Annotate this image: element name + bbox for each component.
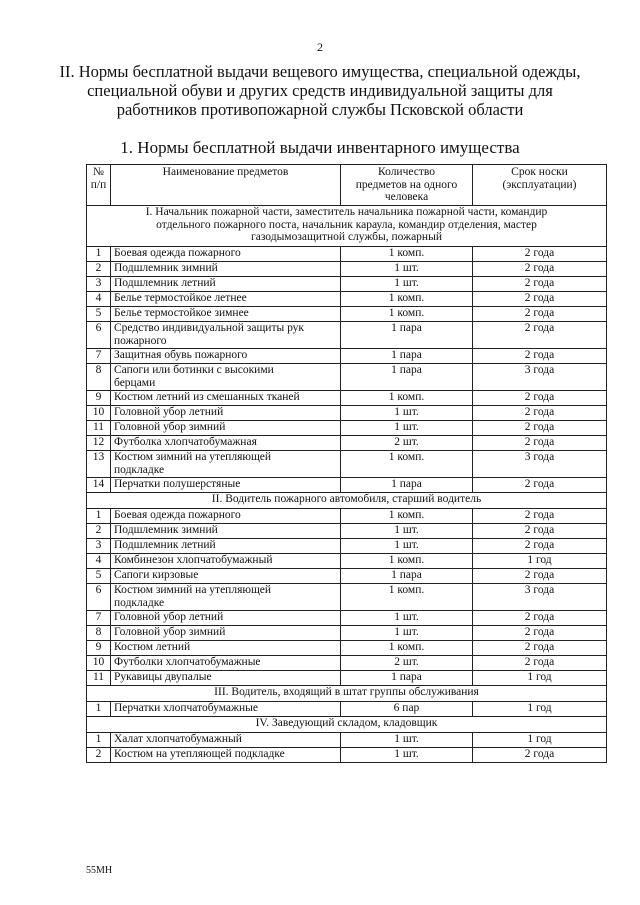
table-row — [87, 436, 607, 451]
table-row — [87, 584, 607, 611]
item-name: Костюм зимний на утепляющей подкладке — [111, 584, 341, 611]
item-name: Подшлемник зимний — [111, 262, 341, 277]
item-term: 2 года — [473, 478, 607, 493]
item-term: 2 года — [473, 748, 607, 763]
table-row — [87, 524, 607, 539]
item-name: Подшлемник зимний — [111, 524, 341, 539]
item-quantity: 1 шт. — [341, 421, 473, 436]
item-name: Подшлемник летний — [111, 539, 341, 554]
row-number: 3 — [87, 539, 111, 554]
item-quantity: 1 комп. — [341, 307, 473, 322]
row-number: 4 — [87, 292, 111, 307]
item-quantity: 1 пара — [341, 478, 473, 493]
item-quantity: 1 шт. — [341, 406, 473, 421]
item-quantity: 1 комп. — [341, 451, 473, 478]
item-term: 2 года — [473, 322, 607, 349]
table-row — [87, 509, 607, 524]
table-row — [87, 391, 607, 406]
row-number: 6 — [87, 584, 111, 611]
item-name: Костюм летний из смешанных тканей — [111, 391, 341, 406]
row-number: 13 — [87, 451, 111, 478]
item-term: 2 года — [473, 292, 607, 307]
item-term: 3 года — [473, 584, 607, 611]
table-row — [87, 262, 607, 277]
item-term: 3 года — [473, 451, 607, 478]
table-row — [87, 478, 607, 493]
row-number: 14 — [87, 478, 111, 493]
item-name: Головной убор зимний — [111, 626, 341, 641]
table-row — [87, 569, 607, 584]
header-term: Срок носки (эксплуатации) — [473, 165, 607, 206]
table-row — [87, 641, 607, 656]
row-number: 6 — [87, 322, 111, 349]
header-num: № п/п — [87, 165, 111, 206]
item-name: Комбинезон хлопчатобумажный — [111, 554, 341, 569]
section-title: I. Начальник пожарной части, заместитель начальника пожарной части, командир отдельного пожарного поста, начальник караула, командир отделения, мастер газодымозащитной службы, пожарный — [87, 206, 607, 247]
item-name: Халат хлопчатобумажный — [111, 733, 341, 748]
row-number: 2 — [87, 748, 111, 763]
table-row — [87, 733, 607, 748]
item-quantity: 6 пар — [341, 702, 473, 717]
item-name: Головной убор зимний — [111, 421, 341, 436]
item-quantity: 2 шт. — [341, 656, 473, 671]
row-number: 10 — [87, 656, 111, 671]
item-quantity: 1 шт. — [341, 748, 473, 763]
item-term: 2 года — [473, 247, 607, 262]
row-number: 4 — [87, 554, 111, 569]
table-row — [87, 554, 607, 569]
table-header-row — [87, 165, 607, 206]
item-term: 2 года — [473, 656, 607, 671]
table-row — [87, 349, 607, 364]
item-term: 2 года — [473, 406, 607, 421]
document-heading — [20, 62, 620, 119]
item-term: 2 года — [473, 421, 607, 436]
row-number: 11 — [87, 671, 111, 686]
item-term: 2 года — [473, 262, 607, 277]
header-qty: Количество предметов на одного человека — [341, 165, 473, 206]
item-quantity: 1 пара — [341, 322, 473, 349]
section-row — [87, 717, 607, 733]
table-row — [87, 421, 607, 436]
item-term: 2 года — [473, 349, 607, 364]
page-number: 2 — [317, 40, 323, 54]
item-quantity: 1 шт. — [341, 626, 473, 641]
section-title: III. Водитель, входящий в штат группы обслуживания — [87, 686, 607, 702]
table-row — [87, 292, 607, 307]
row-number: 3 — [87, 277, 111, 292]
item-name: Подшлемник летний — [111, 277, 341, 292]
section-row — [87, 206, 607, 247]
row-number: 5 — [87, 569, 111, 584]
item-name: Головной убор летний — [111, 611, 341, 626]
section-row — [87, 686, 607, 702]
item-name: Боевая одежда пожарного — [111, 509, 341, 524]
table-row — [87, 671, 607, 686]
item-term: 2 года — [473, 524, 607, 539]
item-term: 1 год — [473, 702, 607, 717]
item-term: 1 год — [473, 554, 607, 569]
table-row — [87, 322, 607, 349]
row-number: 7 — [87, 611, 111, 626]
item-quantity: 1 пара — [341, 671, 473, 686]
section-title: II. Водитель пожарного автомобиля, старший водитель — [87, 493, 607, 509]
item-quantity: 1 комп. — [341, 554, 473, 569]
item-name: Сапоги кирзовые — [111, 569, 341, 584]
item-term: 2 года — [473, 641, 607, 656]
item-quantity: 1 шт. — [341, 524, 473, 539]
row-number: 12 — [87, 436, 111, 451]
item-name: Головной убор летний — [111, 406, 341, 421]
row-number: 11 — [87, 421, 111, 436]
item-quantity: 1 комп. — [341, 391, 473, 406]
row-number: 1 — [87, 247, 111, 262]
item-quantity: 1 пара — [341, 569, 473, 584]
item-name: Перчатки полушерстяные — [111, 478, 341, 493]
item-quantity: 1 комп. — [341, 584, 473, 611]
item-name: Белье термостойкое летнее — [111, 292, 341, 307]
item-quantity: 1 комп. — [341, 509, 473, 524]
item-name: Рукавицы двупалые — [111, 671, 341, 686]
item-quantity: 1 пара — [341, 364, 473, 391]
item-quantity: 1 пара — [341, 349, 473, 364]
table-row — [87, 611, 607, 626]
row-number: 1 — [87, 509, 111, 524]
item-name: Защитная обувь пожарного — [111, 349, 341, 364]
item-quantity: 1 комп. — [341, 292, 473, 307]
row-number: 9 — [87, 391, 111, 406]
table-row — [87, 539, 607, 554]
item-term: 2 года — [473, 626, 607, 641]
item-quantity: 1 шт. — [341, 277, 473, 292]
table-row — [87, 451, 607, 478]
table-title: 1. Нормы бесплатной выдачи инвентарного имущества — [120, 138, 520, 157]
table-row — [87, 702, 607, 717]
item-name: Средство индивидуальной защиты рук пожарного — [111, 322, 341, 349]
item-term: 2 года — [473, 509, 607, 524]
item-quantity: 1 шт. — [341, 262, 473, 277]
item-quantity: 1 комп. — [341, 247, 473, 262]
header-name: Наименование предметов — [111, 165, 341, 206]
item-term: 2 года — [473, 569, 607, 584]
row-number: 1 — [87, 702, 111, 717]
row-number: 10 — [87, 406, 111, 421]
table-row — [87, 247, 607, 262]
item-term: 1 год — [473, 671, 607, 686]
item-term: 2 года — [473, 391, 607, 406]
section-row — [87, 493, 607, 509]
item-quantity: 1 шт. — [341, 611, 473, 626]
item-name: Белье термостойкое зимнее — [111, 307, 341, 322]
row-number: 2 — [87, 262, 111, 277]
norms-table — [86, 164, 607, 763]
table-row — [87, 406, 607, 421]
heading-line: II. Нормы бесплатной выдачи вещевого имущества, специальной одежды, — [59, 62, 581, 81]
item-name: Футболки хлопчатобумажные — [111, 656, 341, 671]
item-term: 2 года — [473, 277, 607, 292]
row-number: 2 — [87, 524, 111, 539]
heading-line: работников противопожарной службы Псковской области — [116, 100, 524, 119]
footer-code: 55МН — [86, 865, 113, 876]
row-number: 8 — [87, 364, 111, 391]
table-row — [87, 626, 607, 641]
item-term: 3 года — [473, 364, 607, 391]
item-name: Костюм летний — [111, 641, 341, 656]
table-row — [87, 307, 607, 322]
table-row — [87, 364, 607, 391]
item-name: Костюм на утепляющей подкладке — [111, 748, 341, 763]
table-row — [87, 748, 607, 763]
row-number: 5 — [87, 307, 111, 322]
item-name: Перчатки хлопчатобумажные — [111, 702, 341, 717]
item-name: Сапоги или ботинки с высокими берцами — [111, 364, 341, 391]
item-name: Боевая одежда пожарного — [111, 247, 341, 262]
row-number: 1 — [87, 733, 111, 748]
item-quantity: 1 шт. — [341, 733, 473, 748]
item-quantity: 1 шт. — [341, 539, 473, 554]
row-number: 8 — [87, 626, 111, 641]
item-term: 2 года — [473, 539, 607, 554]
item-term: 2 года — [473, 436, 607, 451]
row-number: 9 — [87, 641, 111, 656]
item-name: Футболка хлопчатобумажная — [111, 436, 341, 451]
heading-line: специальной обуви и других средств индивидуальной защиты для — [87, 81, 553, 100]
table-row — [87, 277, 607, 292]
item-name: Костюм зимний на утепляющей подкладке — [111, 451, 341, 478]
item-quantity: 1 комп. — [341, 641, 473, 656]
item-term: 1 год — [473, 733, 607, 748]
item-quantity: 2 шт. — [341, 436, 473, 451]
row-number: 7 — [87, 349, 111, 364]
table-row — [87, 656, 607, 671]
item-term: 2 года — [473, 307, 607, 322]
item-term: 2 года — [473, 611, 607, 626]
section-title: IV. Заведующий складом, кладовщик — [87, 717, 607, 733]
